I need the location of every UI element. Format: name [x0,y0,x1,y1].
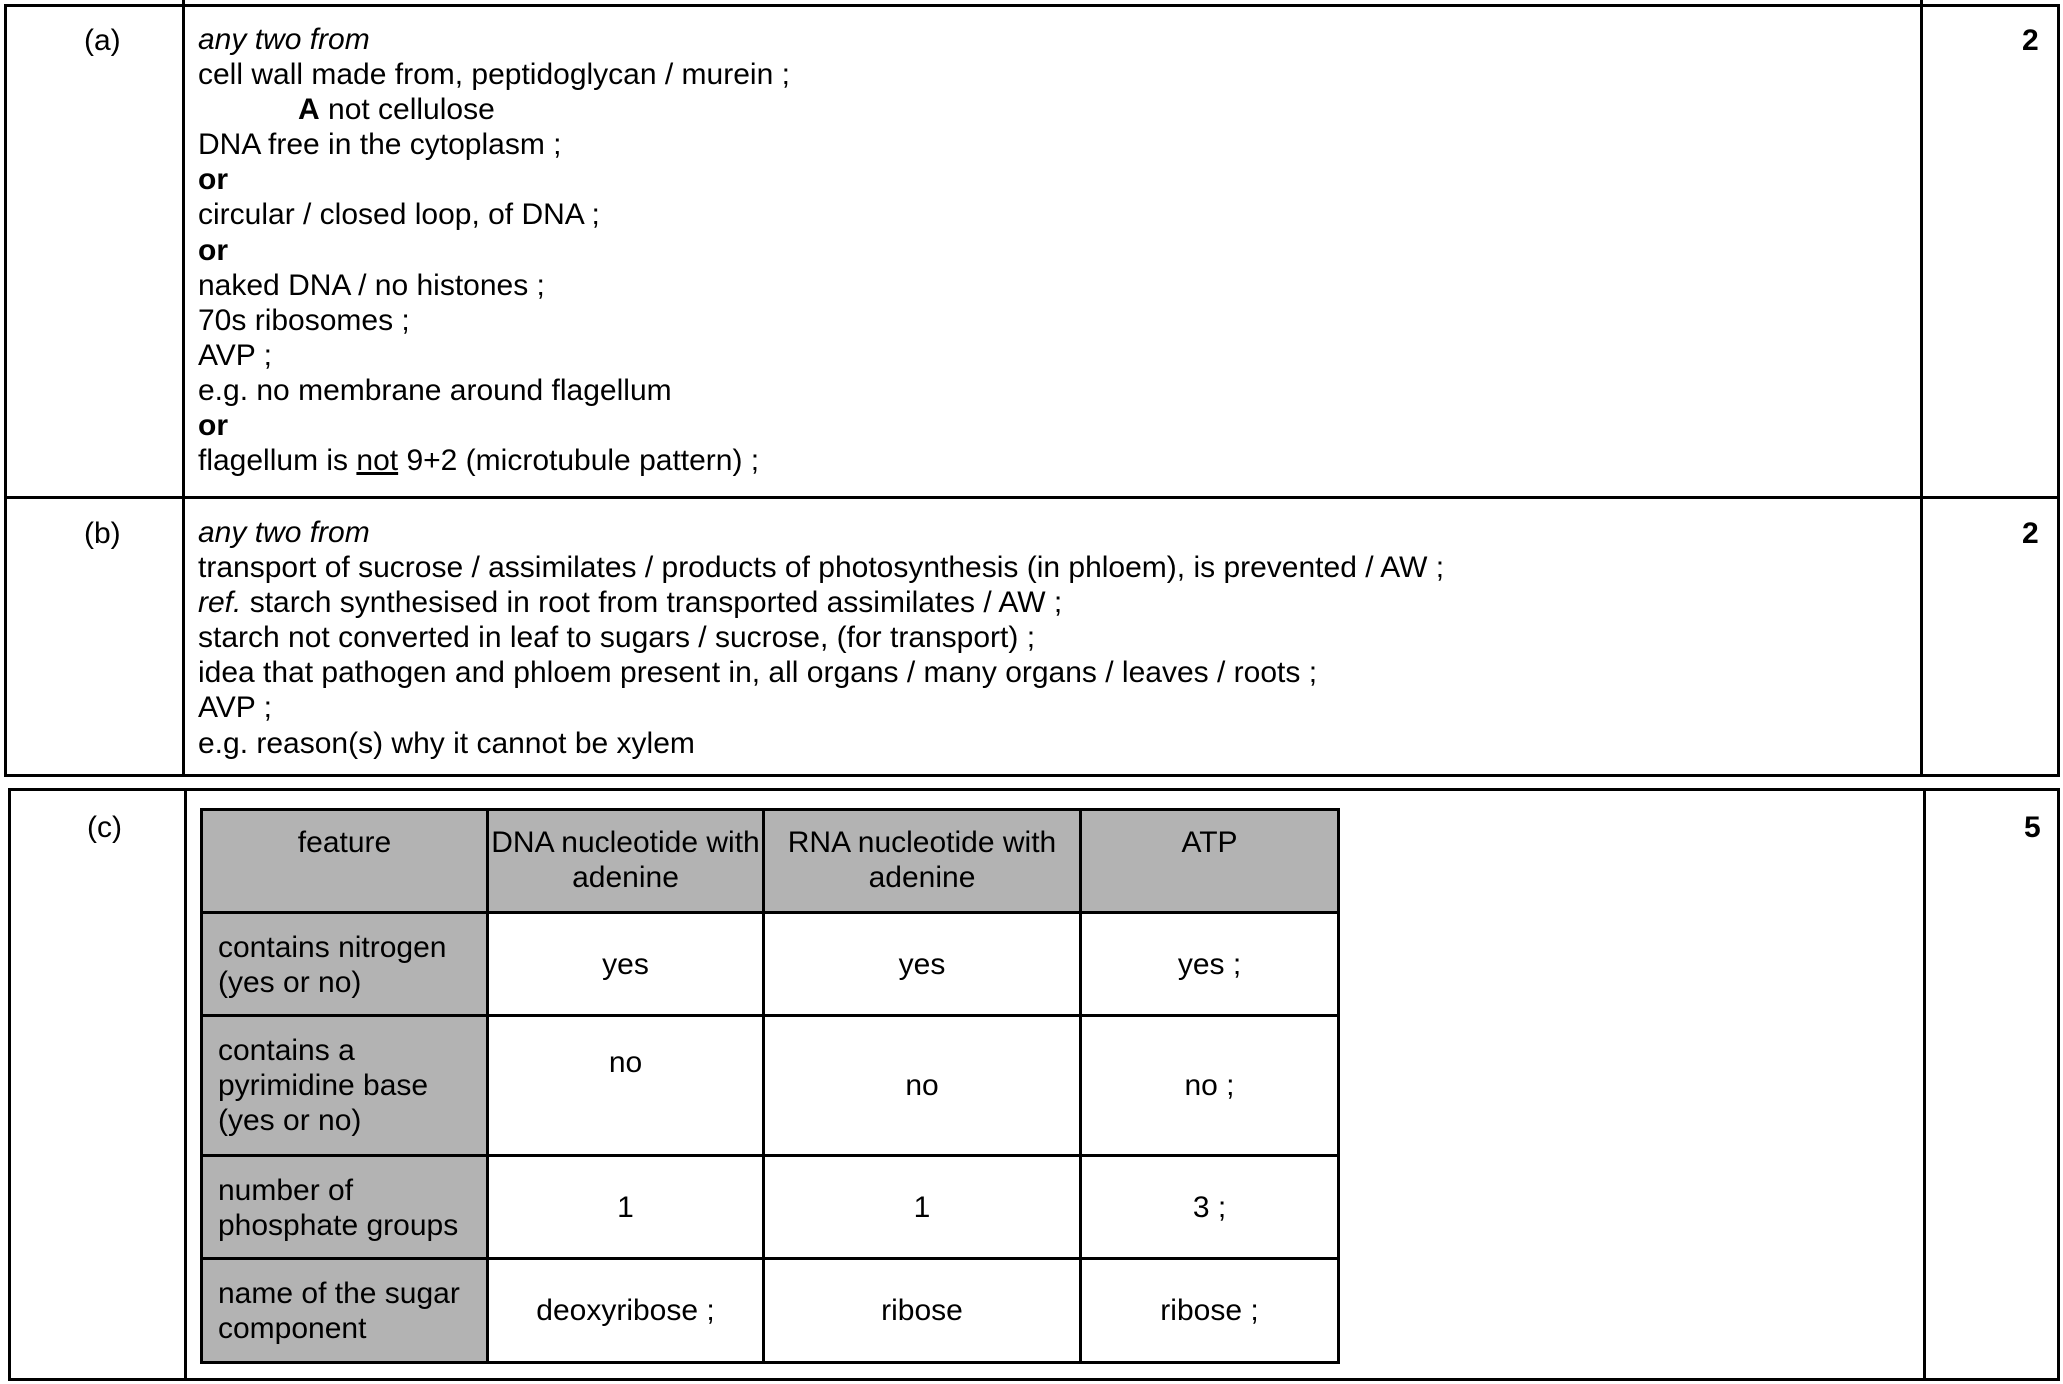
table-cell: ribose [764,1259,1081,1363]
rule-c-right [2057,788,2060,1381]
answer-line: any two from [198,23,370,56]
table-cell: deoxyribose ; [488,1259,764,1363]
rule-c-marks-col [1923,788,1926,1381]
column-header: ATP [1081,810,1339,913]
table-header-row [202,810,1339,913]
rule-c-left [8,788,11,1381]
answer-line: idea that pathogen and phloem present in, all organs / many organs / leaves / roots ; [198,656,1318,690]
table-cell: ribose ; [1081,1259,1339,1363]
answer-line: or [198,233,228,267]
answer-line: AVP ; [198,691,272,725]
ref-marker: ref. [198,586,242,620]
rule-label-col [182,4,185,777]
answer-line: 70s ribosomes ; [198,303,410,337]
column-header: DNA nucleotide with adenine [488,810,764,913]
answer-line: any two from [198,516,370,549]
answer-line: starch not converted in leaf to sugars / sucrose, (for transport) ; [198,621,1036,655]
underlined-word: not [356,444,399,478]
table-row [202,913,1339,1016]
answer-line [198,443,790,478]
row-header: contains nitrogen (yes or no) [202,913,488,1016]
tick-marks-col [1920,0,1923,6]
accept-marker: A [298,93,320,127]
answer-line: or [198,163,228,197]
answer-line: transport of sucrose / assimilates / products of photosynthesis (in phloem), is prevented / AW ; [198,551,1445,585]
row-header: name of the sugar component [202,1259,488,1363]
table-cell: no [488,1016,764,1156]
column-header: RNA nucleotide with adenine [764,810,1081,913]
answer-line: AVP ; [198,338,272,372]
tick-label-col [182,0,185,6]
table-cell: 1 [764,1156,1081,1259]
column-header: feature [202,810,488,913]
table-cell: yes ; [1081,913,1339,1016]
part-b-answer [198,515,1444,761]
answer-line [198,585,1444,620]
part-a-marks: 2 [2022,24,2039,57]
rule-b-bottom [4,774,2059,777]
part-c-marks: 5 [2024,811,2041,844]
rule-c-bottom [8,1378,2059,1381]
rule-top [4,4,2059,7]
part-a-answer [198,22,790,478]
feature-table [200,808,1340,1364]
table-row [202,1259,1339,1363]
table-row [202,1156,1339,1259]
answer-line-text: not cellulose [319,93,495,127]
rule-c-top [8,788,2059,791]
answer-line: or [198,409,228,443]
answer-line-text: flagellum is [198,444,357,478]
answer-line: naked DNA / no histones ; [198,268,545,302]
row-header: contains a pyrimidine base (yes or no) [202,1016,488,1156]
part-c-label: (c) [87,811,122,844]
rule-right [2057,4,2060,777]
answer-line: DNA free in the cytoplasm ; [198,128,562,162]
table-cell: yes [764,913,1081,1016]
table-cell: no ; [1081,1016,1339,1156]
part-b-label: (b) [84,517,121,550]
table-cell: no [764,1016,1081,1156]
table-cell: yes [488,913,764,1016]
part-a-label: (a) [84,24,121,57]
rule-left [4,4,7,777]
answer-line: e.g. no membrane around flagellum [198,373,672,407]
rule-a-b [4,496,2059,499]
part-b-marks: 2 [2022,517,2039,550]
answer-line: circular / closed loop, of DNA ; [198,198,600,232]
answer-line-text: starch synthesised in root from transported assimilates / AW ; [241,586,1063,620]
answer-line-text: 9+2 (microtubule pattern) ; [398,444,760,478]
row-header: number of phosphate groups [202,1156,488,1259]
answer-line: cell wall made from, peptidoglycan / murein ; [198,58,790,92]
table-cell: 3 ; [1081,1156,1339,1259]
answer-line [198,92,790,127]
answer-line: e.g. reason(s) why it cannot be xylem [198,726,695,760]
rule-marks-col [1920,4,1923,777]
table-cell: 1 [488,1156,764,1259]
rule-c-label-col [184,788,187,1381]
table-row [202,1016,1339,1156]
